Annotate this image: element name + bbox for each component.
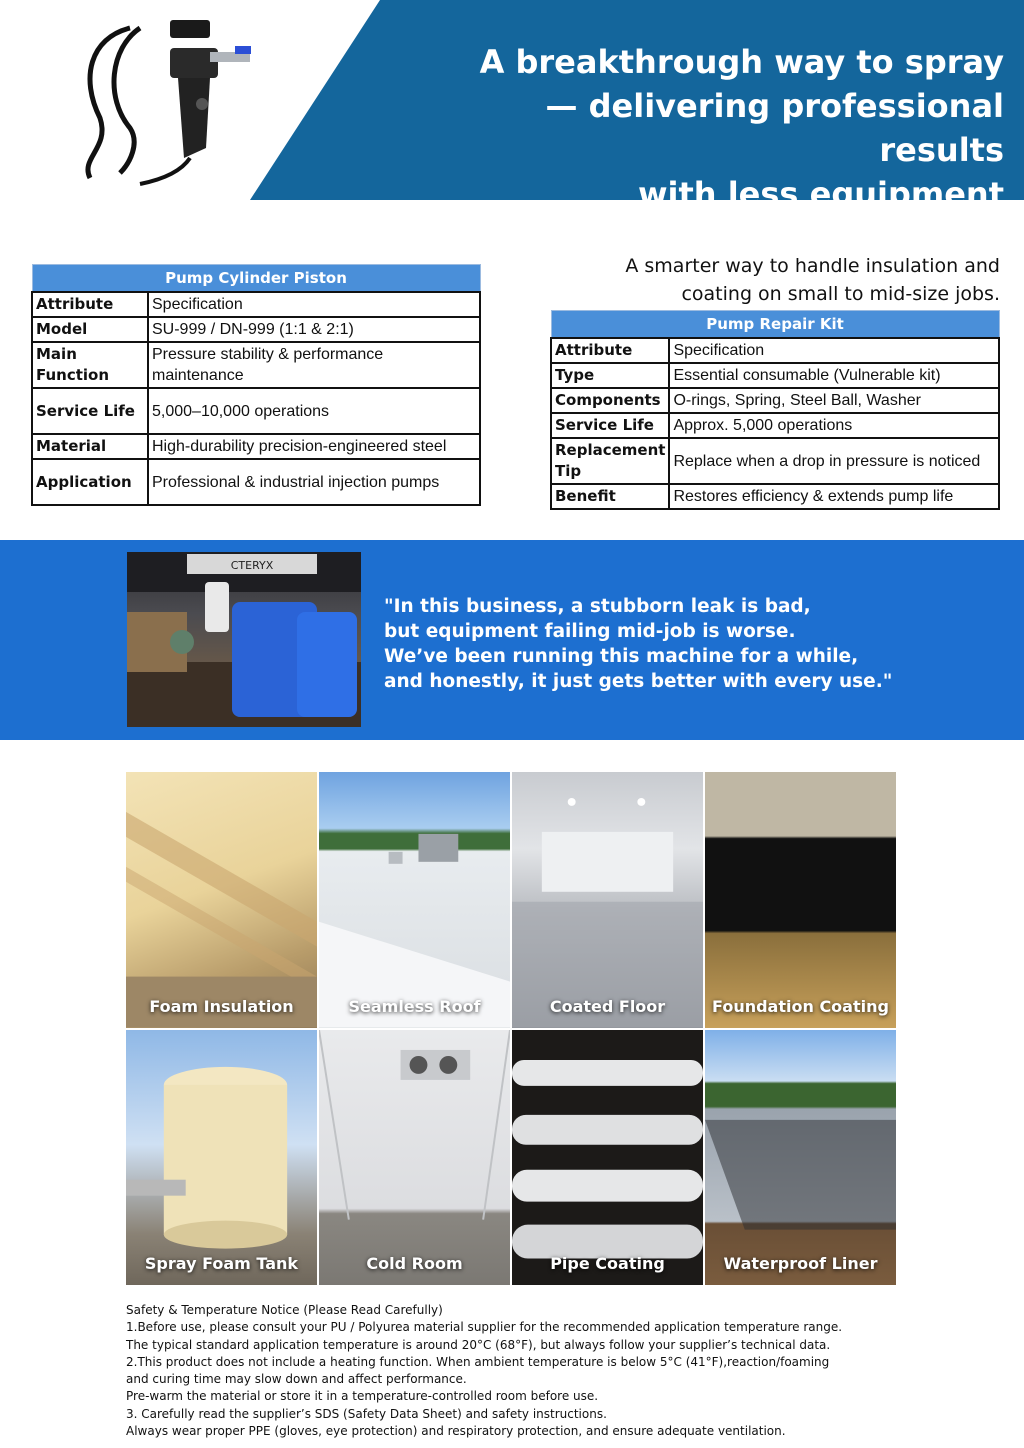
table-cell-value: Essential consumable (Vulnerable kit) bbox=[669, 363, 999, 388]
table-cell-key: Main Function bbox=[32, 342, 148, 388]
coated-floor-illustration bbox=[512, 772, 703, 1028]
application-tile-pipe-coating bbox=[512, 1030, 703, 1286]
table-row bbox=[551, 413, 999, 438]
tile-label: Spray Foam Tank bbox=[144, 1254, 299, 1273]
notice-line: Always wear proper PPE (gloves, eye protection) and respiratory protection, and ensure adequate ventilation. bbox=[126, 1424, 786, 1439]
application-tile-coated-floor bbox=[512, 772, 703, 1028]
tile-label: Foundation Coating bbox=[712, 996, 889, 1016]
quote-line: We’ve been running this machine for a while, bbox=[384, 646, 859, 667]
table-cell-value: High-durability precision-engineered steel bbox=[148, 434, 480, 459]
table-cell-key: Service Life bbox=[32, 388, 148, 434]
testimonial-band bbox=[0, 540, 1024, 740]
table-cell-value: Pressure stability & performance maintenance bbox=[148, 342, 480, 388]
table-row bbox=[551, 438, 999, 484]
spray-foam-tank-illustration bbox=[126, 1030, 317, 1286]
tile-label: Seamless Roof bbox=[348, 996, 481, 1016]
pipe-coating-illustration bbox=[512, 1030, 703, 1286]
seamless-roof-illustration bbox=[319, 772, 510, 1028]
table-row bbox=[551, 484, 999, 509]
notice-line: Pre-warm the material or store it in a temperature-controlled room before use. bbox=[126, 1389, 599, 1404]
table-cell-value: Approx. 5,000 operations bbox=[669, 413, 999, 438]
table-cell-value: 5,000–10,000 operations bbox=[148, 388, 480, 434]
cold-room-illustration bbox=[319, 1030, 510, 1286]
tile-label: Pipe Coating bbox=[550, 1254, 665, 1273]
table-cell-key: Attribute bbox=[32, 292, 148, 317]
hero-title-line: A breakthrough way to spray bbox=[479, 43, 1004, 81]
table-caption: Pump Cylinder Piston bbox=[32, 265, 480, 293]
safety-notice bbox=[126, 1302, 926, 1440]
table-caption: Pump Repair Kit bbox=[551, 311, 999, 339]
tile-label: Coated Floor bbox=[549, 996, 666, 1016]
application-tile-foundation-coating bbox=[705, 772, 896, 1028]
waterproof-liner-illustration bbox=[705, 1030, 896, 1286]
testimonial-quote bbox=[384, 594, 1004, 694]
quote-line: but equipment failing mid-job is worse. bbox=[384, 621, 796, 642]
spray-gun-device-image bbox=[70, 8, 260, 188]
table-cell-key: Type bbox=[551, 363, 669, 388]
tagline-line: A smarter way to handle insulation and bbox=[625, 255, 1000, 277]
table-cell-key: Attribute bbox=[551, 338, 669, 363]
table-cell-value: Restores efficiency & extends pump life bbox=[669, 484, 999, 509]
notice-line: Safety & Temperature Notice (Please Read Carefully) bbox=[126, 1303, 443, 1317]
table-cell-value: Professional & industrial injection pumps bbox=[148, 459, 480, 505]
hero-title bbox=[444, 40, 1004, 216]
table-cell-key: Service Life bbox=[551, 413, 669, 438]
table-cell-value: Specification bbox=[669, 338, 999, 363]
table-row bbox=[551, 388, 999, 413]
tagline-line: coating on small to mid-size jobs. bbox=[681, 283, 1000, 305]
table-row bbox=[32, 342, 480, 388]
pump-cylinder-piston-table bbox=[31, 264, 481, 506]
truck-bed-illustration bbox=[127, 552, 361, 727]
table-cell-key: Model bbox=[32, 317, 148, 342]
table-row bbox=[32, 317, 480, 342]
notice-line: 3. Carefully read the supplier’s SDS (Safety Data Sheet) and safety instructions. bbox=[126, 1406, 607, 1421]
table-row bbox=[32, 434, 480, 459]
truck-sticker-text: CTERYX bbox=[230, 559, 274, 572]
table-cell-key: Components bbox=[551, 388, 669, 413]
table-row bbox=[551, 363, 999, 388]
table-cell-key: Replacement Tip bbox=[551, 438, 669, 484]
notice-line: 1.Before use, please consult your PU / Polyurea material supplier for the recommended application temperature range. bbox=[126, 1320, 843, 1335]
tile-label: Waterproof Liner bbox=[723, 1254, 878, 1273]
table-cell-value: O-rings, Spring, Steel Ball, Washer bbox=[669, 388, 999, 413]
table-cell-value: Replace when a drop in pressure is noticed bbox=[669, 438, 999, 484]
tile-label: Foam Insulation bbox=[149, 996, 294, 1016]
table-cell-key: Material bbox=[32, 434, 148, 459]
hero-title-line: — delivering professional results bbox=[545, 87, 1004, 169]
application-tile-waterproof-liner bbox=[705, 1030, 896, 1286]
table-row bbox=[551, 338, 999, 363]
pump-repair-kit-table bbox=[550, 310, 1000, 510]
application-tile-spray-foam-tank bbox=[126, 1030, 317, 1286]
quote-line: and honestly, it just gets better with every use." bbox=[384, 671, 893, 692]
application-tile-foam-insulation bbox=[126, 772, 317, 1028]
quote-line: "In this business, a stubborn leak is bad, bbox=[384, 596, 811, 617]
table-cell-key: Benefit bbox=[551, 484, 669, 509]
applications-grid bbox=[126, 772, 896, 1285]
tagline bbox=[560, 252, 1000, 308]
hero-banner bbox=[0, 0, 1024, 213]
table-row bbox=[32, 459, 480, 505]
notice-line: and curing time may slow down and affect performance. bbox=[126, 1372, 467, 1387]
table-cell-key: Application bbox=[32, 459, 148, 505]
application-tile-cold-room bbox=[319, 1030, 510, 1286]
notice-line: The typical standard application temperature is around 20°C (68°F), but always follow your supplier’s technical data. bbox=[126, 1337, 831, 1352]
truck-bed-photo bbox=[127, 552, 361, 727]
table-row bbox=[32, 388, 480, 434]
table-cell-value: SU-999 / DN-999 (1:1 & 2:1) bbox=[148, 317, 480, 342]
table-row bbox=[32, 292, 480, 317]
foam-insulation-illustration bbox=[126, 772, 317, 1028]
tile-label: Cold Room bbox=[366, 1254, 463, 1273]
application-tile-seamless-roof bbox=[319, 772, 510, 1028]
table-cell-value: Specification bbox=[148, 292, 480, 317]
hero-title-line: with less equipment bbox=[637, 175, 1004, 213]
notice-line: 2.This product does not include a heating function. When ambient temperature is below 5°C (41°F),reaction/foaming bbox=[126, 1354, 830, 1369]
